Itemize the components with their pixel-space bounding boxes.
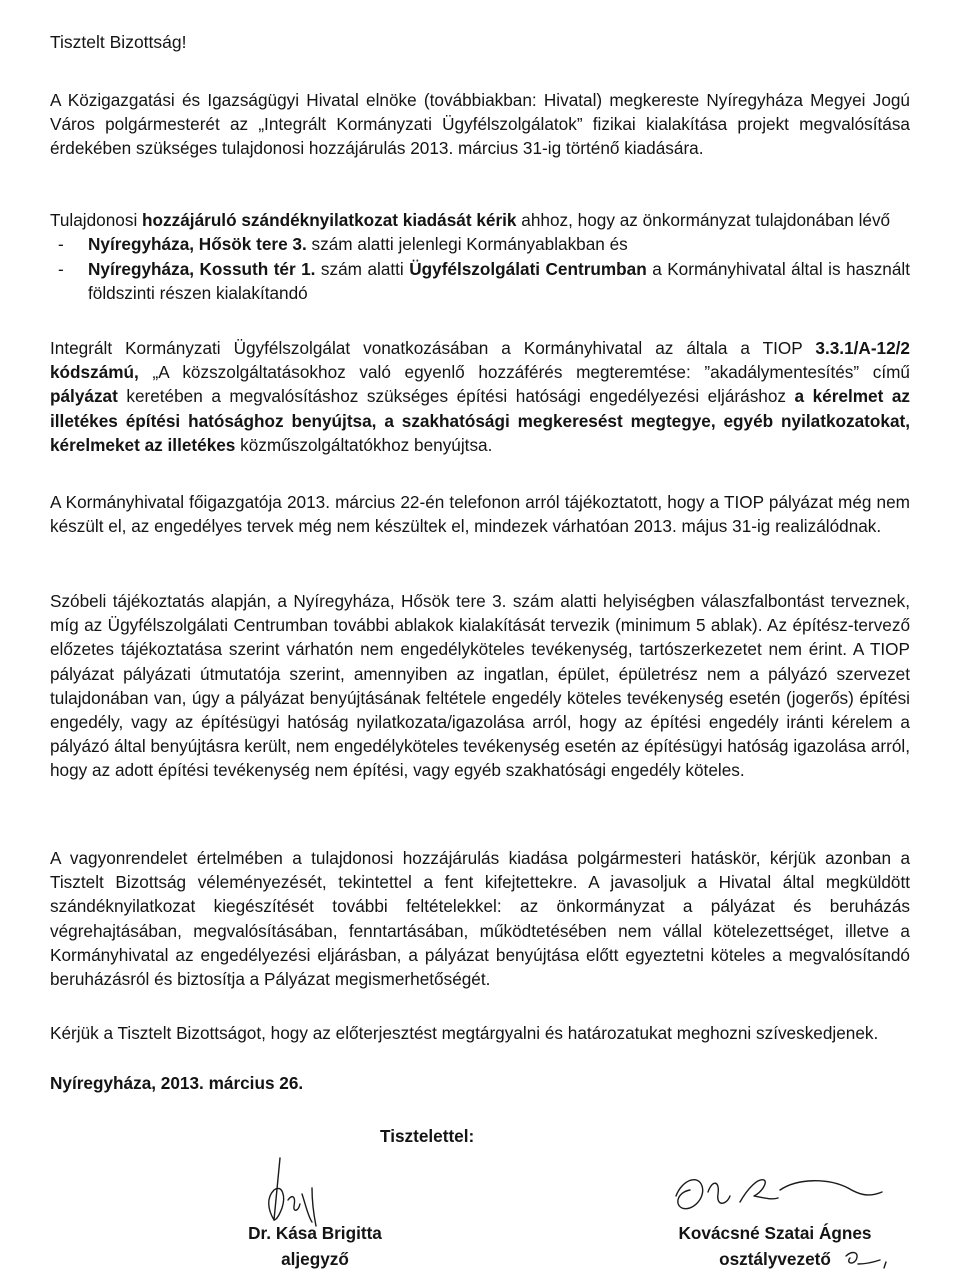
handwritten-initial-mark [842,1248,892,1270]
bullet-dash: - [58,259,64,279]
paragraph-director-info: A Kormányhivatal főigazgatója 2013. március 22-én telefonon arról tájékoztatott, hogy a TIOP pályázat még nem készült el, az engedélyes tervek még nem készültek el, mindezek várhatóan 2013. május 31-ig realizálódnak. [50,492,910,537]
paragraph-consent-intro [50,208,910,232]
paragraph-request: A Közigazgatási és Igazságügyi Hivatal elnöke (továbbiakban: Hivatal) megkereste Nyíregyháza Megyei Jogú Város polgármesterét az „Integrált Kormányzati Ügyfélszolgálatok” fizikai kialakítása projekt megvalósítása érdekében szükséges tulajdonosi hozzájárulás 2013. március 31-ig történő kiadására. [50,90,910,159]
paragraph-request-committee: Kérjük a Tisztelt Bizottságot, hogy az előterjesztést megtárgyalni és határozatukat meghozni szíveskedjenek. [50,1023,879,1043]
handwritten-signature-left [252,1150,322,1230]
signatory-title: osztályvezető [719,1249,831,1269]
text-span: szám alatti jelenlegi Kormányablakban és [306,234,628,254]
paragraph-property-decree: A vagyonrendelet értelmében a tulajdonosi hozzájárulás kiadása polgármesteri hatáskör, kérjük azonban a Tisztelt Bizottság véleményezését, tekintettel a fent kifejtettekre. A javasoljuk a Hivatal által megküldött szándéknyilatkozat kiegészítését további feltételekkel: az önkormányzat a pályázat és beruházás végrehajtásában, megvalósításában, fenntartásában, működtetésében nem vállal kötelezettséget, illetve a Kormányhivatal az engedélyezési eljárásban, a pályázat benyújtása előtt egyeztetni köteles a megvalósítandó beruházásról és biztosítja a Pályázat megismerhetőségét. [50,848,910,990]
bold-span: hozzájáruló szándéknyilatkozat kiadását kérik [142,210,517,230]
text-span: szám alatti [315,259,410,279]
text-span: „A közszolgáltatásokhoz való egyenlő hozzáférés megteremtése: ”akadálymentesítés” című [138,362,910,383]
text-span: a Kormányhivatal által is használt földszinti részen kialakítandó [88,259,911,304]
text-span: ahhoz, hogy az önkormányzat tulajdonában lévő [516,210,891,230]
closing-salutation: Tisztelettel: [380,1126,475,1146]
text-span: keretében a megvalósításhoz szükséges építési hatósági engedélyezési eljáráshoz [117,386,795,407]
signatory-name: Kovácsné Szatai Ágnes [678,1223,872,1243]
text-span: közműszolgáltatókhoz benyújtsa. [235,434,493,455]
place-date: Nyíregyháza, 2013. március 26. [50,1073,304,1093]
greeting: Tisztelt Bizottság! [50,32,187,52]
bold-span: Ügyfélszolgálati Centrumban [409,259,647,279]
signatory-name: Dr. Kása Brigitta [248,1223,382,1243]
bold-span: Nyíregyháza, Hősök tere 3. [88,234,307,254]
paragraph-oral-info: Szóbeli tájékoztatás alapján, a Nyíregyháza, Hősök tere 3. szám alatti helyiségben válaszfalbontást terveznek, míg az Ügyfélszolgálati Centrumban további ablakok kialakítását tervezik (minimum 5 ablak). Az építész-tervező előzetes tájékoztatása szerint várhatón nem engedélyköteles tevékenység, tartószerkezetet nem érint. A TIOP pályázat pályázati útmutatója szerint, amennyiben az ingatlan, épület, épületrész nem a pályázó szervezet tulajdonában van, úgy a pályázat benyújtásának feltétele engedély köteles tevékenység esetén (jogerős) építési engedély, vagy az építésügyi hatóság nyilatkozata/igazolása arról, hogy az építési engedély iránti kérelem a pályázó által benyújtásra került, nem engedélyköteles tevékenység esetén az építésügyi hatóság igazolása arról, hogy az adott építési tevékenység nem építési, vagy egyéb szakhatósági engedély köteles. [50,591,910,781]
list-item-text [88,232,910,256]
list-item-text [88,257,910,305]
bold-span: 3.3.1/A-12/2 kódszámú, [50,338,910,383]
bold-span: Nyíregyháza, Kossuth tér 1. [88,259,316,279]
signatory-title: aljegyző [281,1249,349,1269]
handwritten-signature-right [668,1168,908,1228]
signature-block-left [225,1220,405,1272]
bullet-dash: - [58,234,64,254]
text-span: Tulajdonosi [50,210,143,230]
bold-span: a kérelmet az illetékes építési hatósághoz benyújtsa, a szakhatósági megkeresést megtegye, egyéb nyilatkozatokat, kérelmeket az illetékes [50,386,911,455]
text-span: Integrált Kormányzati Ügyfélszolgálat vonatkozásában a Kormányhivatal az általa a TIOP [50,338,816,358]
paragraph-integrated-service [50,336,910,457]
bold-span: pályázat [50,386,118,407]
